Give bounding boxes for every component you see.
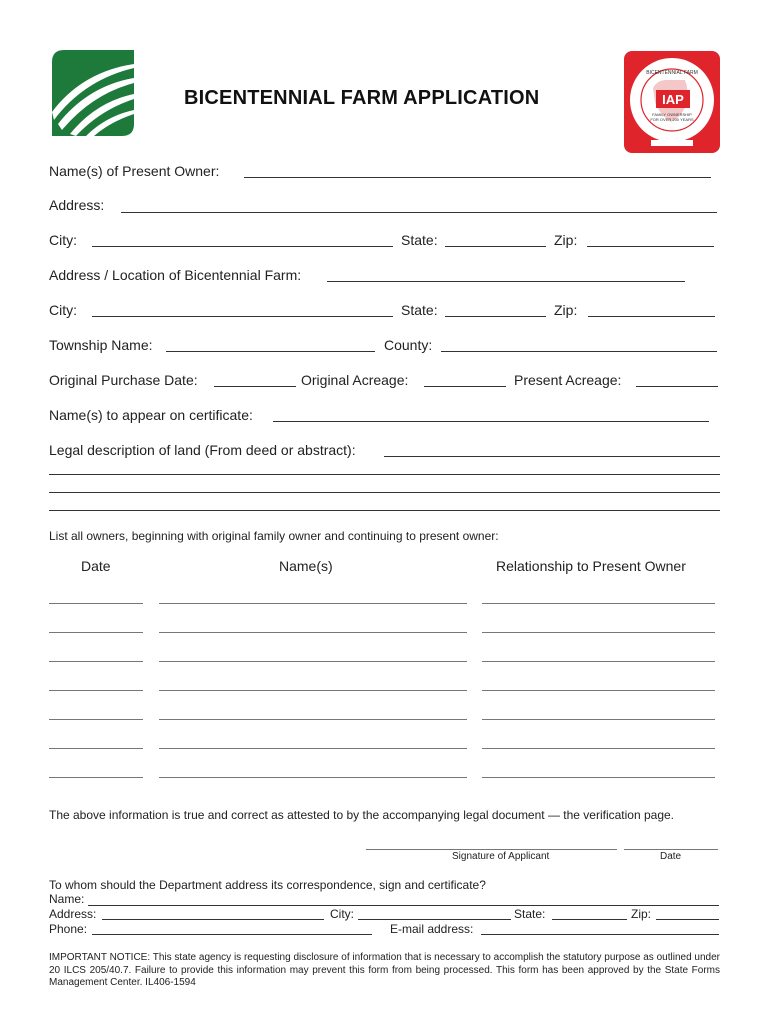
- legal-description-input-2[interactable]: [49, 474, 720, 475]
- svg-text:FAMILY OWNERSHIP: FAMILY OWNERSHIP: [652, 112, 692, 117]
- owner-date-input[interactable]: [49, 661, 143, 662]
- owners-instruction: List all owners, beginning with original family owner and continuing to present owner:: [49, 529, 499, 543]
- farm-state-label: State:: [401, 302, 438, 318]
- farm-city-input[interactable]: [92, 316, 393, 317]
- certificate-names-label: Name(s) to appear on certificate:: [49, 407, 253, 423]
- farm-zip-label: Zip:: [554, 302, 578, 318]
- owner-names-input[interactable]: [159, 719, 467, 720]
- legal-description-label: Legal description of land (From deed or abstract):: [49, 442, 356, 458]
- owner-relationship-input[interactable]: [482, 632, 715, 633]
- owner-date-input[interactable]: [49, 632, 143, 633]
- corr-city-label: City:: [330, 907, 354, 921]
- county-label: County:: [384, 337, 433, 353]
- owner-relationship-input[interactable]: [482, 777, 715, 778]
- owner-date-input[interactable]: [49, 748, 143, 749]
- corr-zip-label: Zip:: [631, 907, 652, 921]
- owner-names-input[interactable]: [159, 603, 467, 604]
- original-acreage-input[interactable]: [424, 386, 506, 387]
- signature-label: Signature of Applicant: [452, 851, 550, 862]
- township-input[interactable]: [166, 351, 375, 352]
- zip-label: Zip:: [554, 232, 578, 248]
- owner-names-input[interactable]: [159, 632, 467, 633]
- corr-address-label: Address:: [49, 907, 97, 921]
- farm-state-input[interactable]: [445, 316, 546, 317]
- svg-text:IAP: IAP: [662, 92, 684, 107]
- farm-zip-input[interactable]: [588, 316, 715, 317]
- farm-city-label: City:: [49, 302, 77, 318]
- seal-icon: [623, 50, 721, 154]
- present-acreage-label: Present Acreage:: [514, 372, 622, 388]
- owner-relationship-input[interactable]: [482, 748, 715, 749]
- corr-email-input[interactable]: [481, 934, 719, 935]
- owner-relationship-input[interactable]: [482, 690, 715, 691]
- col-header-date: Date: [81, 558, 111, 574]
- original-acreage-label: Original Acreage:: [301, 372, 409, 388]
- corr-name-input[interactable]: [88, 905, 719, 906]
- svg-text:FOR OVER 200 YEARS: FOR OVER 200 YEARS: [650, 117, 694, 122]
- correspondence-question: To whom should the Department address its correspondence, sign and certificate?: [49, 878, 486, 892]
- township-label: Township Name:: [49, 337, 153, 353]
- owner-relationship-input[interactable]: [482, 661, 715, 662]
- corr-address-input[interactable]: [102, 919, 324, 920]
- present-owner-label: Name(s) of Present Owner:: [49, 163, 220, 179]
- owner-names-input[interactable]: [159, 661, 467, 662]
- legal-description-input-1[interactable]: [384, 456, 720, 457]
- purchase-date-input[interactable]: [214, 386, 296, 387]
- corr-city-input[interactable]: [358, 919, 511, 920]
- farm-location-label: Address / Location of Bicentennial Farm:: [49, 267, 302, 283]
- legal-description-input-3[interactable]: [49, 492, 720, 493]
- legal-description-input-4[interactable]: [49, 510, 720, 511]
- county-input[interactable]: [441, 351, 717, 352]
- corr-phone-input[interactable]: [92, 934, 372, 935]
- owner-date-input[interactable]: [49, 690, 143, 691]
- signature-input[interactable]: [366, 849, 617, 850]
- col-header-relationship: Relationship to Present Owner: [496, 558, 686, 574]
- owner-relationship-input[interactable]: [482, 719, 715, 720]
- city-label: City:: [49, 232, 77, 248]
- owner-date-input[interactable]: [49, 719, 143, 720]
- owner-names-input[interactable]: [159, 748, 467, 749]
- col-header-names: Name(s): [279, 558, 333, 574]
- svg-text:BICENTENNIAL FARM: BICENTENNIAL FARM: [646, 70, 698, 76]
- owner-date-input[interactable]: [49, 777, 143, 778]
- owner-relationship-input[interactable]: [482, 603, 715, 604]
- page-title: BICENTENNIAL FARM APPLICATION: [184, 87, 540, 109]
- certificate-names-input[interactable]: [273, 421, 709, 422]
- important-notice: IMPORTANT NOTICE: This state agency is requesting disclosure of information that is necessary to accomplish the statutory purpose as outlined under 20 ILCS 205/40.7. Failure to provide this information may prevent this form from being processed. This form has been approved by the State Forms Management Center. IL406-1594: [49, 952, 720, 988]
- zip-input[interactable]: [587, 246, 714, 247]
- owner-names-input[interactable]: [159, 690, 467, 691]
- present-acreage-input[interactable]: [636, 386, 718, 387]
- address-input[interactable]: [121, 212, 717, 213]
- corr-name-label: Name:: [49, 892, 85, 906]
- owner-names-input[interactable]: [159, 777, 467, 778]
- corr-state-input[interactable]: [552, 919, 627, 920]
- signature-date-input[interactable]: [624, 849, 718, 850]
- green-swoosh-icon: [52, 50, 134, 136]
- owner-date-input[interactable]: [49, 603, 143, 604]
- address-label: Address:: [49, 197, 105, 213]
- state-label: State:: [401, 232, 438, 248]
- department-logo: [52, 50, 134, 136]
- corr-phone-label: Phone:: [49, 922, 88, 936]
- present-owner-input[interactable]: [244, 177, 711, 178]
- bicentennial-farm-seal: [623, 50, 721, 154]
- corr-state-label: State:: [514, 907, 546, 921]
- signature-date-label: Date: [660, 851, 682, 862]
- attest-statement: The above information is true and correct as attested to by the accompanying legal document — the verification page.: [49, 808, 675, 822]
- city-input[interactable]: [92, 246, 393, 247]
- corr-email-label: E-mail address:: [390, 922, 474, 936]
- corr-zip-input[interactable]: [656, 919, 719, 920]
- state-input[interactable]: [445, 246, 546, 247]
- purchase-date-label: Original Purchase Date:: [49, 372, 198, 388]
- farm-location-input[interactable]: [327, 281, 685, 282]
